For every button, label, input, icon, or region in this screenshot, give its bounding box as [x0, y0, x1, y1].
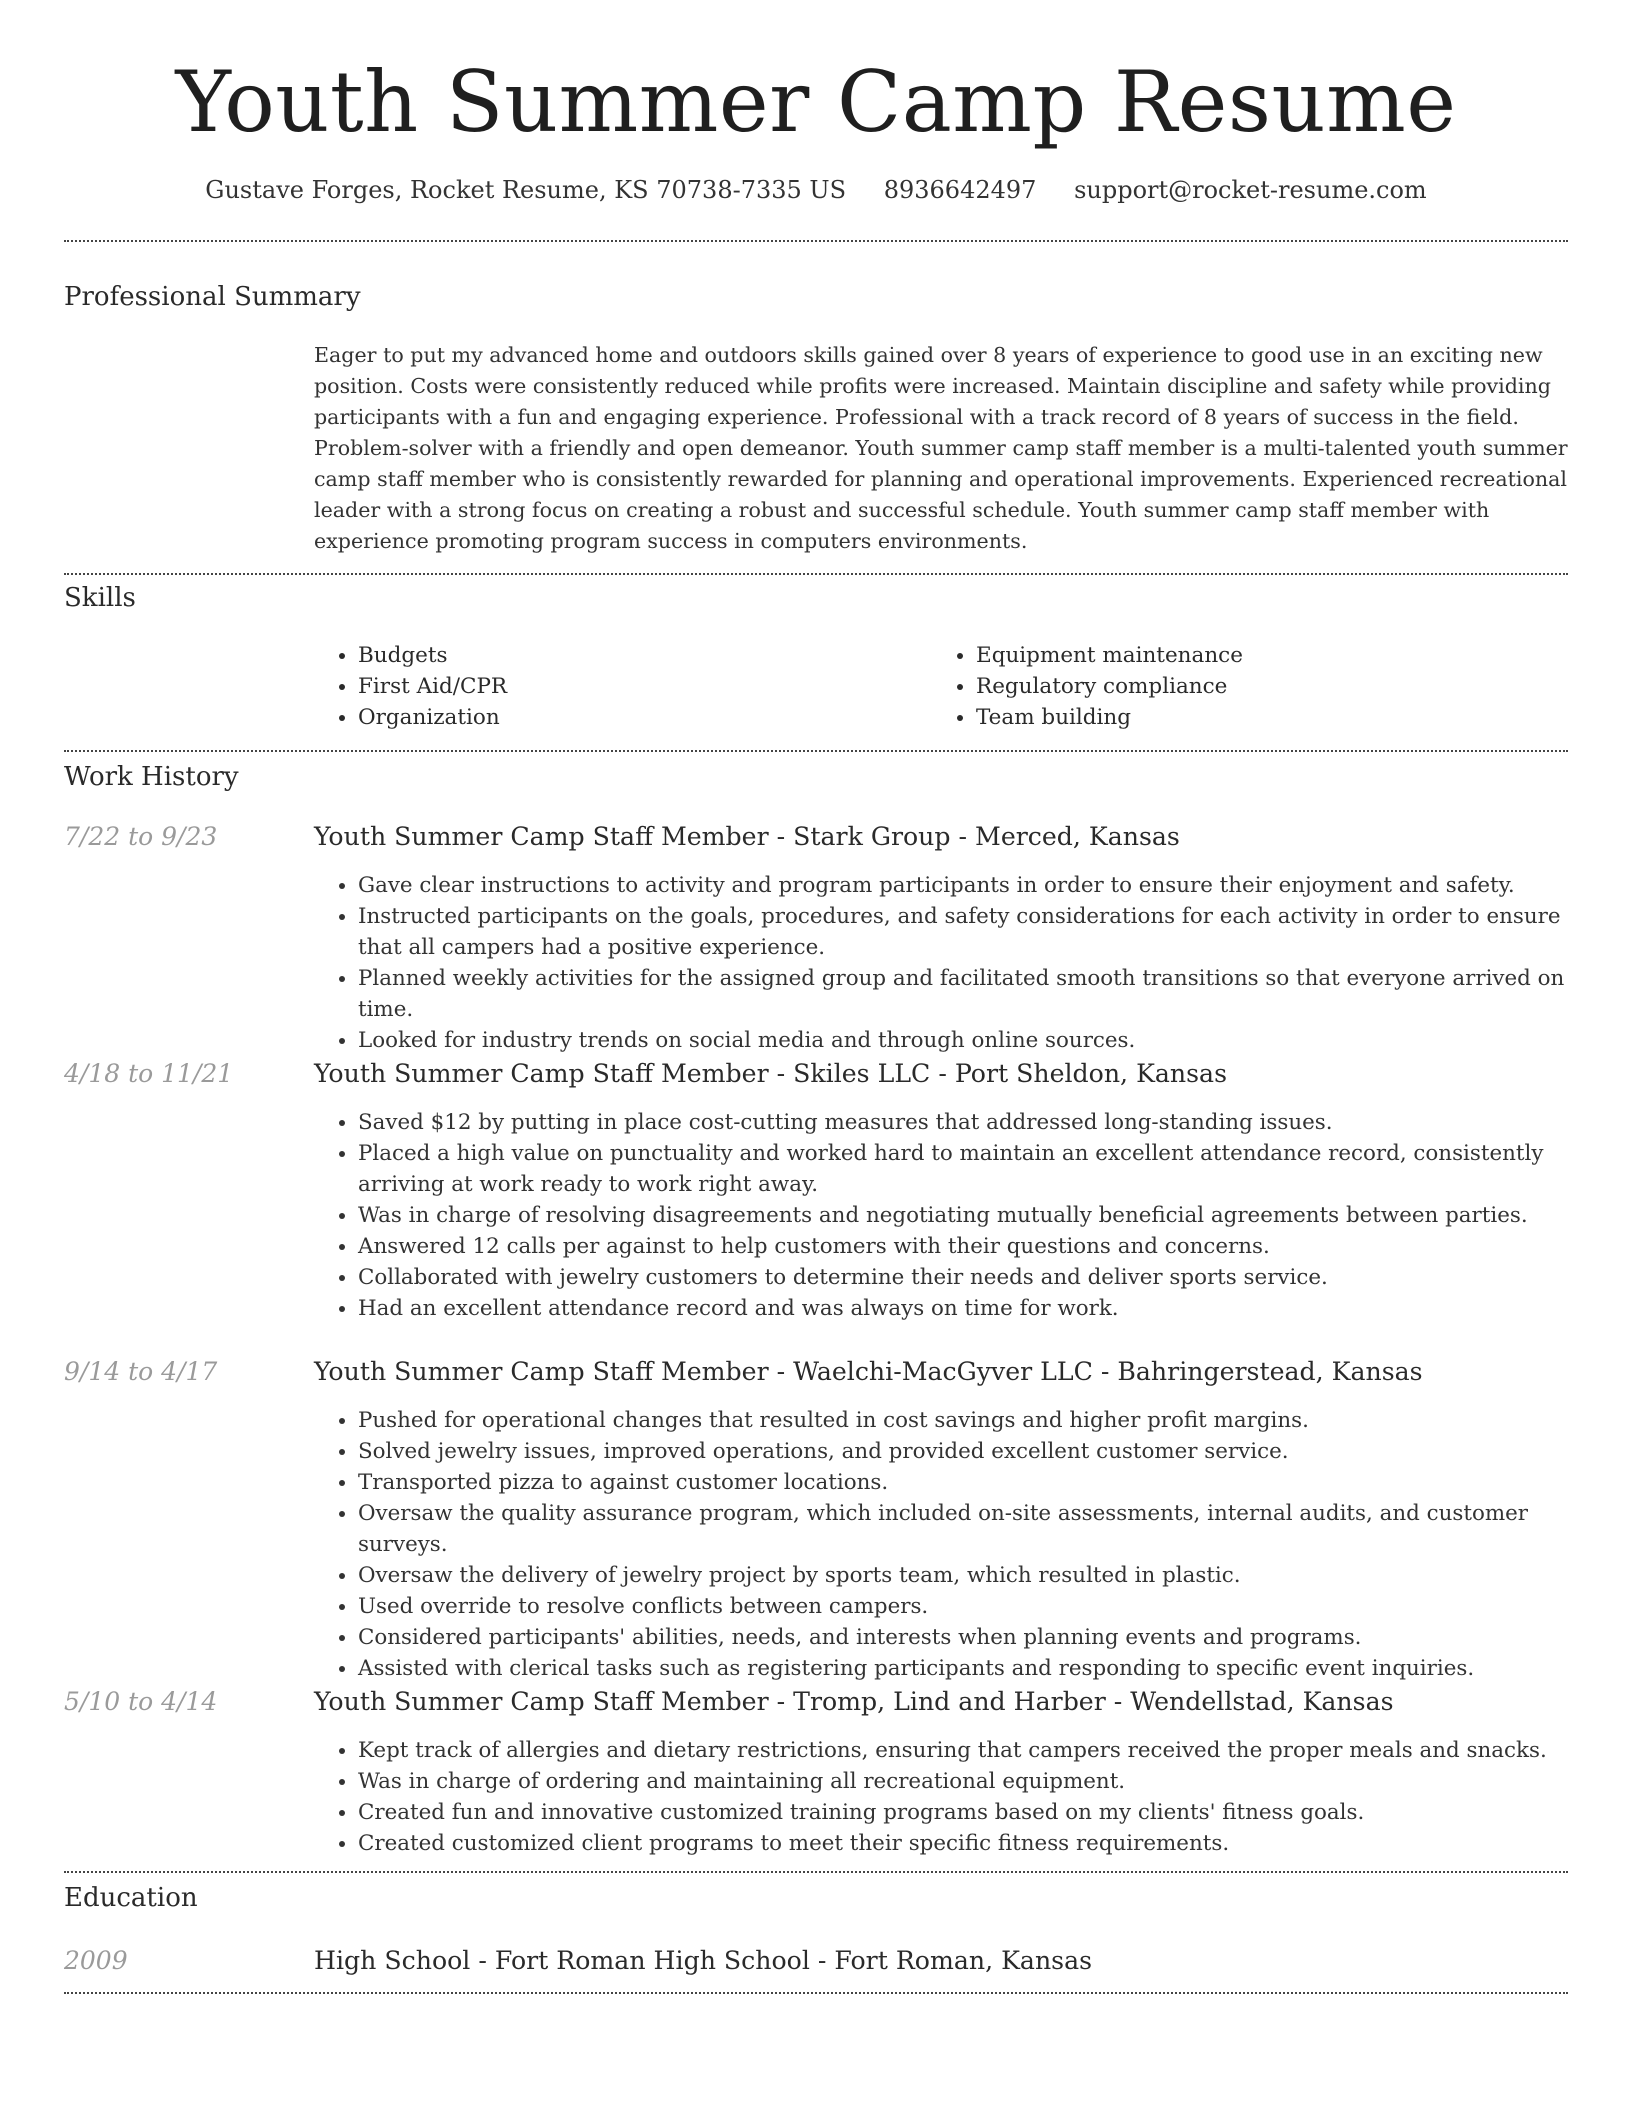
job-bullet: • Answered 12 calls per against to help customers with their questions and concerns. — [358, 1231, 1568, 1262]
section-title-education: Education — [64, 1883, 198, 1913]
summary-block — [314, 340, 1568, 557]
education-year: 2009 — [64, 1946, 128, 1975]
job-dates: 7/22 to 9/23 — [64, 822, 218, 851]
job-heading: Youth Summer Camp Staff Member - Skiles LLC - Port Sheldon, Kansas — [314, 1059, 1227, 1088]
skills-list — [314, 640, 1568, 733]
skill-item: • Organization — [358, 702, 932, 733]
divider — [64, 1871, 1568, 1873]
section-title-work: Work History — [64, 762, 239, 792]
job-bullets — [314, 1735, 1568, 1859]
skill-item: • Budgets — [358, 640, 932, 671]
job-bullet: • Kept track of allergies and dietary restrictions, ensuring that campers received the proper meals and snacks. — [358, 1735, 1568, 1766]
job-bullet: • Looked for industry trends on social media and through online sources. — [358, 1025, 1568, 1056]
job-bullet: • Solved jewelry issues, improved operations, and provided excellent customer service. — [358, 1436, 1568, 1467]
job-dates: 9/14 to 4/17 — [64, 1357, 218, 1386]
resume-title: Youth Summer Camp Resume — [175, 53, 1457, 151]
job-bullet: • Oversaw the quality assurance program, which included on-site assessments, internal audits, and customer surveys. — [358, 1498, 1568, 1560]
job-bullet: • Pushed for operational changes that resulted in cost savings and higher profit margins. — [358, 1405, 1568, 1436]
job-bullet: • Assisted with clerical tasks such as registering participants and responding to specific event inquiries. — [358, 1653, 1568, 1684]
section-title-summary: Professional Summary — [64, 282, 361, 312]
job-dates: 4/18 to 11/21 — [64, 1059, 234, 1088]
skill-item: • Team building — [976, 702, 1550, 733]
divider — [64, 750, 1568, 752]
job-bullet: • Placed a high value on punctuality and worked hard to maintain an excellent attendance record, consistently arriving at work ready to work right away. — [358, 1138, 1568, 1200]
job-bullet: • Was in charge of resolving disagreements and negotiating mutually beneficial agreements between parties. — [358, 1200, 1568, 1231]
skills-column-left — [314, 640, 932, 733]
job-bullet: • Created fun and innovative customized training programs based on my clients' fitness goals. — [358, 1797, 1568, 1828]
skill-item: • Equipment maintenance — [976, 640, 1550, 671]
job-bullet: • Was in charge of ordering and maintaining all recreational equipment. — [358, 1766, 1568, 1797]
job-bullets — [314, 1107, 1568, 1324]
skill-item: • First Aid/CPR — [358, 671, 932, 702]
contact-address: Gustave Forges, Rocket Resume, KS 70738-7335 US — [205, 176, 847, 204]
divider — [64, 573, 1568, 575]
contact-phone: 8936642497 — [883, 176, 1037, 204]
summary-text: Eager to put my advanced home and outdoors skills gained over 8 years of experience to good use in an exciting new position. Costs were consistently reduced while profits were increased. Maintain discipline and safety while providing participants with a fun and engaging experience. Professional with a track record of 8 years of success in the field. Problem-solver with a friendly and open demeanor. Youth summer camp staff member is a multi-talented youth summer camp staff member who is consistently rewarded for planning and operational improvements. Experienced recreational leader with a strong focus on creating a robust and successful schedule. Youth summer camp staff member with experience promoting program success in computers environments. — [314, 343, 1568, 553]
job-heading: Youth Summer Camp Staff Member - Waelchi-MacGyver LLC - Bahringerstead, Kansas — [314, 1357, 1423, 1386]
job-bullet: • Transported pizza to against customer locations. — [358, 1467, 1568, 1498]
job-bullet: • Oversaw the delivery of jewelry project by sports team, which resulted in plastic. — [358, 1560, 1568, 1591]
job-dates: 5/10 to 4/14 — [64, 1687, 218, 1716]
job-heading: Youth Summer Camp Staff Member - Tromp, Lind and Harber - Wendellstad, Kansas — [314, 1687, 1394, 1716]
job-heading: Youth Summer Camp Staff Member - Stark Group - Merced, Kansas — [314, 822, 1180, 851]
job-bullet: • Considered participants' abilities, needs, and interests when planning events and programs. — [358, 1622, 1568, 1653]
job-bullet: • Had an excellent attendance record and was always on time for work. — [358, 1293, 1568, 1324]
education-heading: High School - Fort Roman High School - Fort Roman, Kansas — [314, 1946, 1093, 1975]
divider — [64, 240, 1568, 242]
job-bullet: • Created customized client programs to meet their specific fitness requirements. — [358, 1828, 1568, 1859]
job-bullet: • Planned weekly activities for the assigned group and facilitated smooth transitions so that everyone arrived on time. — [358, 963, 1568, 1025]
skills-column-right — [932, 640, 1550, 733]
skill-item: • Regulatory compliance — [976, 671, 1550, 702]
job-bullets — [314, 1405, 1568, 1684]
job-bullet: • Gave clear instructions to activity and program participants in order to ensure their enjoyment and safety. — [358, 870, 1568, 901]
job-bullet: • Saved $12 by putting in place cost-cutting measures that addressed long-standing issues. — [358, 1107, 1568, 1138]
section-title-skills: Skills — [64, 583, 136, 613]
contact-line — [0, 174, 1632, 206]
contact-email: support@rocket-resume.com — [1074, 176, 1427, 204]
job-bullets — [314, 870, 1568, 1056]
divider — [64, 1992, 1568, 1994]
job-bullet: • Collaborated with jewelry customers to determine their needs and deliver sports service. — [358, 1262, 1568, 1293]
job-bullet: • Instructed participants on the goals, procedures, and safety considerations for each activity in order to ensure that all campers had a positive experience. — [358, 901, 1568, 963]
job-bullet: • Used override to resolve conflicts between campers. — [358, 1591, 1568, 1622]
